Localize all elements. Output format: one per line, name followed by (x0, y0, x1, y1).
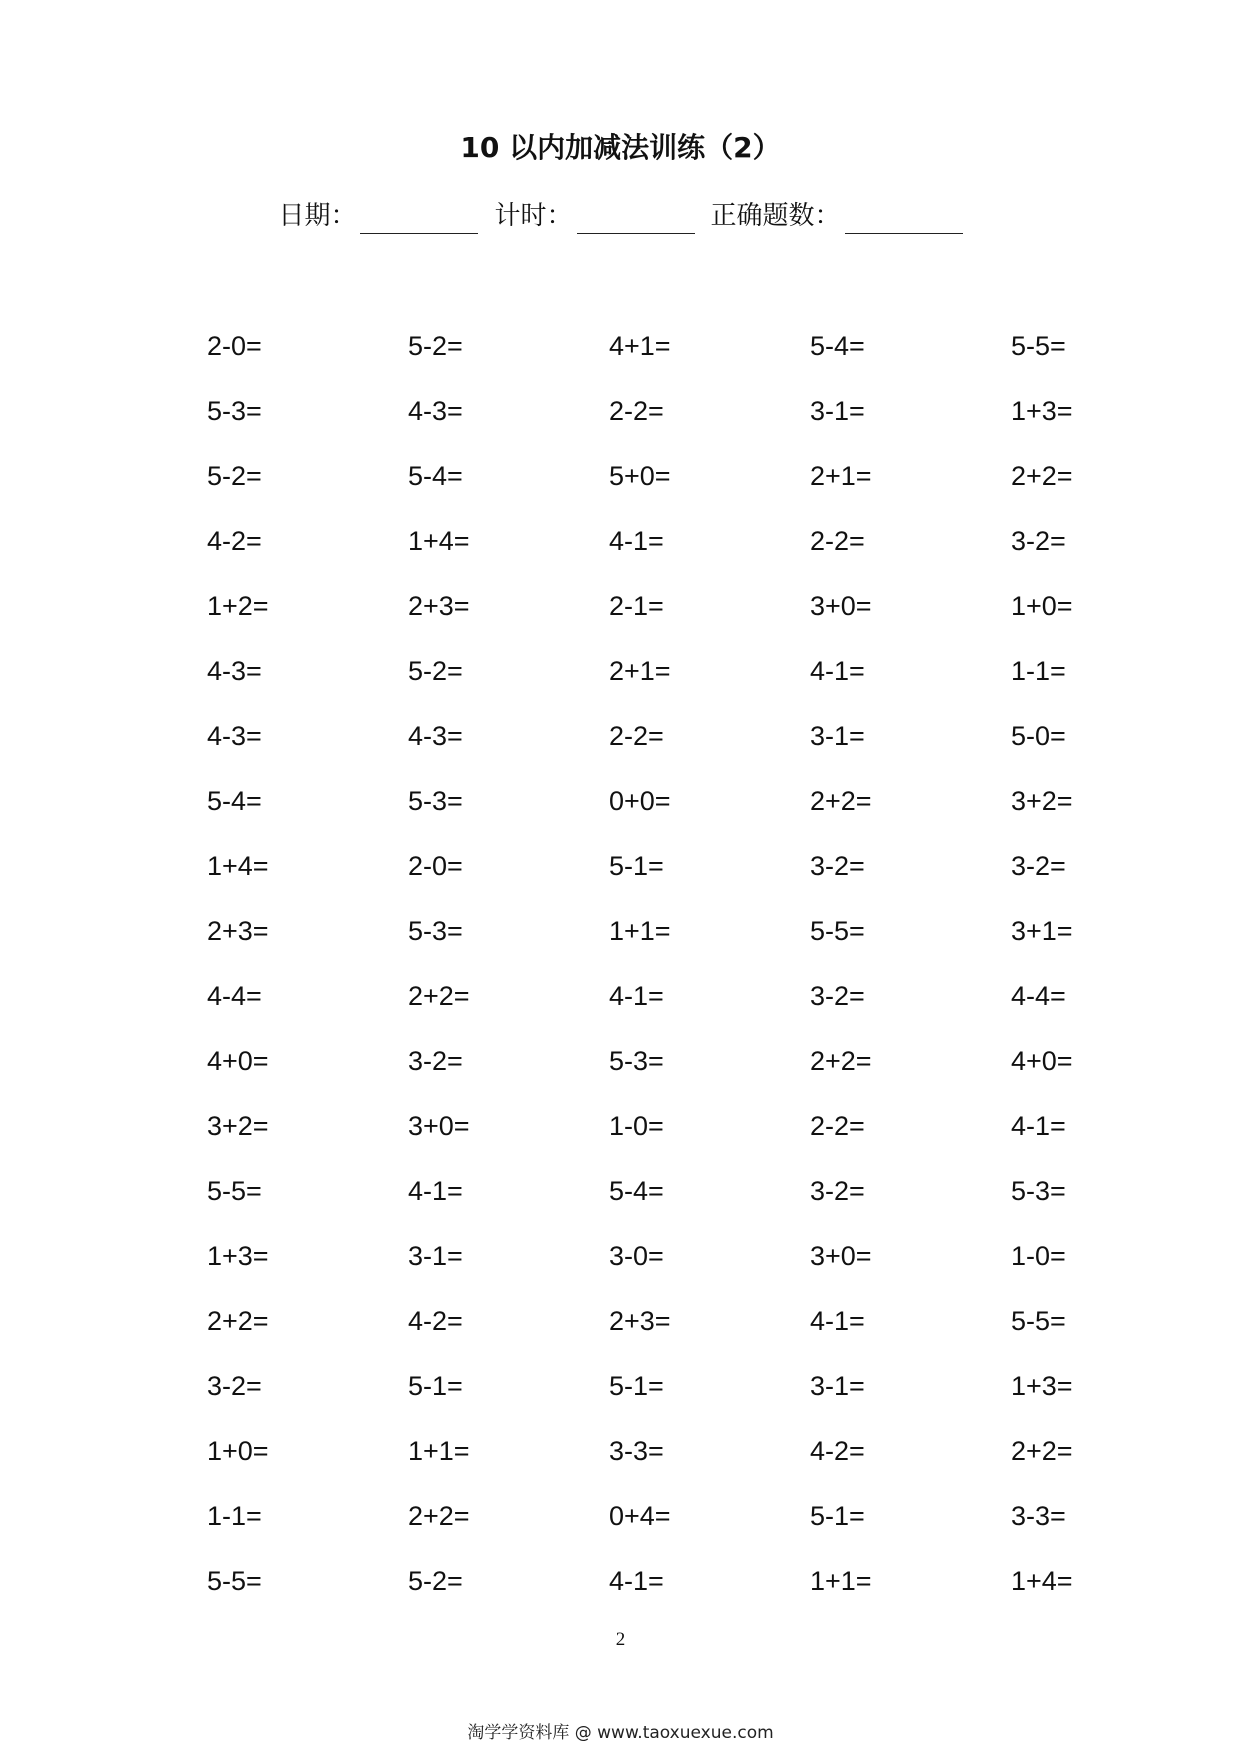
problem-item: 4-2= (207, 526, 262, 556)
problem-item: 4-1= (810, 1306, 865, 1336)
problem-item: 5-2= (408, 1566, 463, 1596)
problem-item: 2+2= (1011, 1436, 1073, 1466)
problem-item: 5-3= (1011, 1176, 1066, 1206)
watermark: 淘学学资料库 @ www.taoxuexue.com (467, 1723, 774, 1743)
correct-count-blank[interactable] (845, 205, 963, 234)
problem-item: 5-3= (609, 1046, 664, 1076)
problem-row (207, 781, 1217, 846)
problem-item: 5-1= (609, 1371, 664, 1401)
problem-item: 4+1= (609, 331, 671, 361)
problem-row (207, 1041, 1217, 1106)
problem-item: 3-0= (609, 1241, 664, 1271)
problem-item: 3-1= (810, 721, 865, 751)
problem-row (207, 846, 1217, 911)
problem-row (207, 1431, 1217, 1496)
problem-item: 1+4= (207, 851, 269, 881)
problem-item: 3+0= (408, 1111, 470, 1141)
problem-item: 4-3= (408, 721, 463, 751)
problem-item: 3-2= (1011, 526, 1066, 556)
problem-item: 5-2= (408, 331, 463, 361)
problem-item: 0+0= (609, 786, 671, 816)
problem-item: 1+3= (1011, 396, 1073, 426)
problem-item: 2+3= (207, 916, 269, 946)
problem-item: 2-0= (207, 331, 262, 361)
problem-item: 5-5= (810, 916, 865, 946)
problem-item: 4+0= (1011, 1046, 1073, 1076)
problem-item: 1+0= (1011, 591, 1073, 621)
problem-item: 1-1= (1011, 656, 1066, 686)
problem-row (207, 716, 1217, 781)
page-number: 2 (615, 1629, 626, 1650)
problem-item: 3-1= (810, 396, 865, 426)
info-line (0, 198, 1241, 234)
problem-item: 3-2= (810, 851, 865, 881)
problem-grid (207, 326, 1217, 1626)
timer-label: 计时： (494, 201, 573, 231)
problem-item: 2-2= (810, 1111, 865, 1141)
problem-item: 3-2= (810, 1176, 865, 1206)
problem-item: 1-0= (609, 1111, 664, 1141)
timer-field (494, 198, 694, 234)
problem-item: 2+1= (609, 656, 671, 686)
problem-item: 3-2= (207, 1371, 262, 1401)
worksheet-title: 10 以内加减法训练（2） (460, 131, 781, 164)
date-label: 日期： (278, 201, 357, 231)
problem-item: 4-1= (1011, 1111, 1066, 1141)
problem-item: 4+0= (207, 1046, 269, 1076)
problem-row (207, 391, 1217, 456)
problem-item: 1+4= (1011, 1566, 1073, 1596)
problem-item: 2+2= (810, 786, 872, 816)
problem-item: 3+1= (1011, 916, 1073, 946)
problem-row (207, 1561, 1217, 1626)
problem-row (207, 1366, 1217, 1431)
problem-item: 5-1= (609, 851, 664, 881)
problem-item: 3-1= (810, 1371, 865, 1401)
problem-item: 3+2= (207, 1111, 269, 1141)
problem-item: 5-0= (1011, 721, 1066, 751)
problem-item: 1+3= (1011, 1371, 1073, 1401)
problem-row (207, 976, 1217, 1041)
problem-item: 2-0= (408, 851, 463, 881)
problem-item: 4-2= (408, 1306, 463, 1336)
problem-item: 3-2= (1011, 851, 1066, 881)
problem-item: 5-1= (408, 1371, 463, 1401)
problem-item: 4-1= (609, 1566, 664, 1596)
problem-item: 4-3= (207, 656, 262, 686)
problem-row (207, 456, 1217, 521)
problem-item: 0+4= (609, 1501, 671, 1531)
problem-item: 2-2= (609, 721, 664, 751)
problem-item: 2+2= (408, 981, 470, 1011)
problem-item: 4-3= (408, 396, 463, 426)
problem-item: 5-3= (408, 786, 463, 816)
problem-item: 2+1= (810, 461, 872, 491)
problem-item: 5-5= (207, 1566, 262, 1596)
problem-item: 2-2= (609, 396, 664, 426)
timer-blank[interactable] (577, 205, 695, 234)
problem-item: 3+0= (810, 1241, 872, 1271)
problem-item: 3-3= (609, 1436, 664, 1466)
date-blank[interactable] (360, 205, 478, 234)
problem-item: 3+0= (810, 591, 872, 621)
problem-item: 4-1= (609, 981, 664, 1011)
problem-item: 4-3= (207, 721, 262, 751)
problem-item: 4-4= (207, 981, 262, 1011)
problem-item: 5-5= (1011, 331, 1066, 361)
problem-item: 1+4= (408, 526, 470, 556)
problem-row (207, 521, 1217, 586)
problem-item: 5-3= (207, 396, 262, 426)
problem-item: 5-5= (207, 1176, 262, 1206)
correct-count-label: 正确题数： (710, 201, 841, 231)
problem-row (207, 586, 1217, 651)
problem-item: 5-4= (408, 461, 463, 491)
problem-item: 3-1= (408, 1241, 463, 1271)
problem-item: 2+2= (408, 1501, 470, 1531)
problem-item: 2-1= (609, 591, 664, 621)
problem-item: 5-2= (207, 461, 262, 491)
problem-item: 1-0= (1011, 1241, 1066, 1271)
problem-item: 1-1= (207, 1501, 262, 1531)
problem-item: 1+1= (810, 1566, 872, 1596)
problem-item: 5-4= (609, 1176, 664, 1206)
correct-count-field (711, 198, 963, 234)
problem-item: 4-2= (810, 1436, 865, 1466)
problem-row (207, 651, 1217, 716)
problem-item: 2+3= (609, 1306, 671, 1336)
problem-item: 1+2= (207, 591, 269, 621)
problem-item: 5-4= (207, 786, 262, 816)
problem-item: 1+3= (207, 1241, 269, 1271)
problem-item: 3-3= (1011, 1501, 1066, 1531)
problem-row (207, 911, 1217, 976)
problem-item: 4-4= (1011, 981, 1066, 1011)
problem-item: 3-2= (408, 1046, 463, 1076)
problem-item: 2+2= (810, 1046, 872, 1076)
problem-item: 5-1= (810, 1501, 865, 1531)
problem-row (207, 1171, 1217, 1236)
problem-row (207, 326, 1217, 391)
problem-item: 5-2= (408, 656, 463, 686)
problem-item: 2+2= (207, 1306, 269, 1336)
problem-item: 4-1= (408, 1176, 463, 1206)
problem-item: 4-1= (609, 526, 664, 556)
date-field (278, 198, 478, 234)
problem-item: 1+1= (408, 1436, 470, 1466)
problem-item: 1+1= (609, 916, 671, 946)
problem-row (207, 1301, 1217, 1366)
problem-item: 5-4= (810, 331, 865, 361)
problem-row (207, 1106, 1217, 1171)
problem-item: 3-2= (810, 981, 865, 1011)
problem-item: 5+0= (609, 461, 671, 491)
problem-item: 5-3= (408, 916, 463, 946)
problem-item: 2+2= (1011, 461, 1073, 491)
problem-item: 1+0= (207, 1436, 269, 1466)
problem-item: 2+3= (408, 591, 470, 621)
problem-row (207, 1236, 1217, 1301)
problem-row (207, 1496, 1217, 1561)
problem-item: 2-2= (810, 526, 865, 556)
problem-item: 5-5= (1011, 1306, 1066, 1336)
problem-item: 3+2= (1011, 786, 1073, 816)
problem-item: 4-1= (810, 656, 865, 686)
